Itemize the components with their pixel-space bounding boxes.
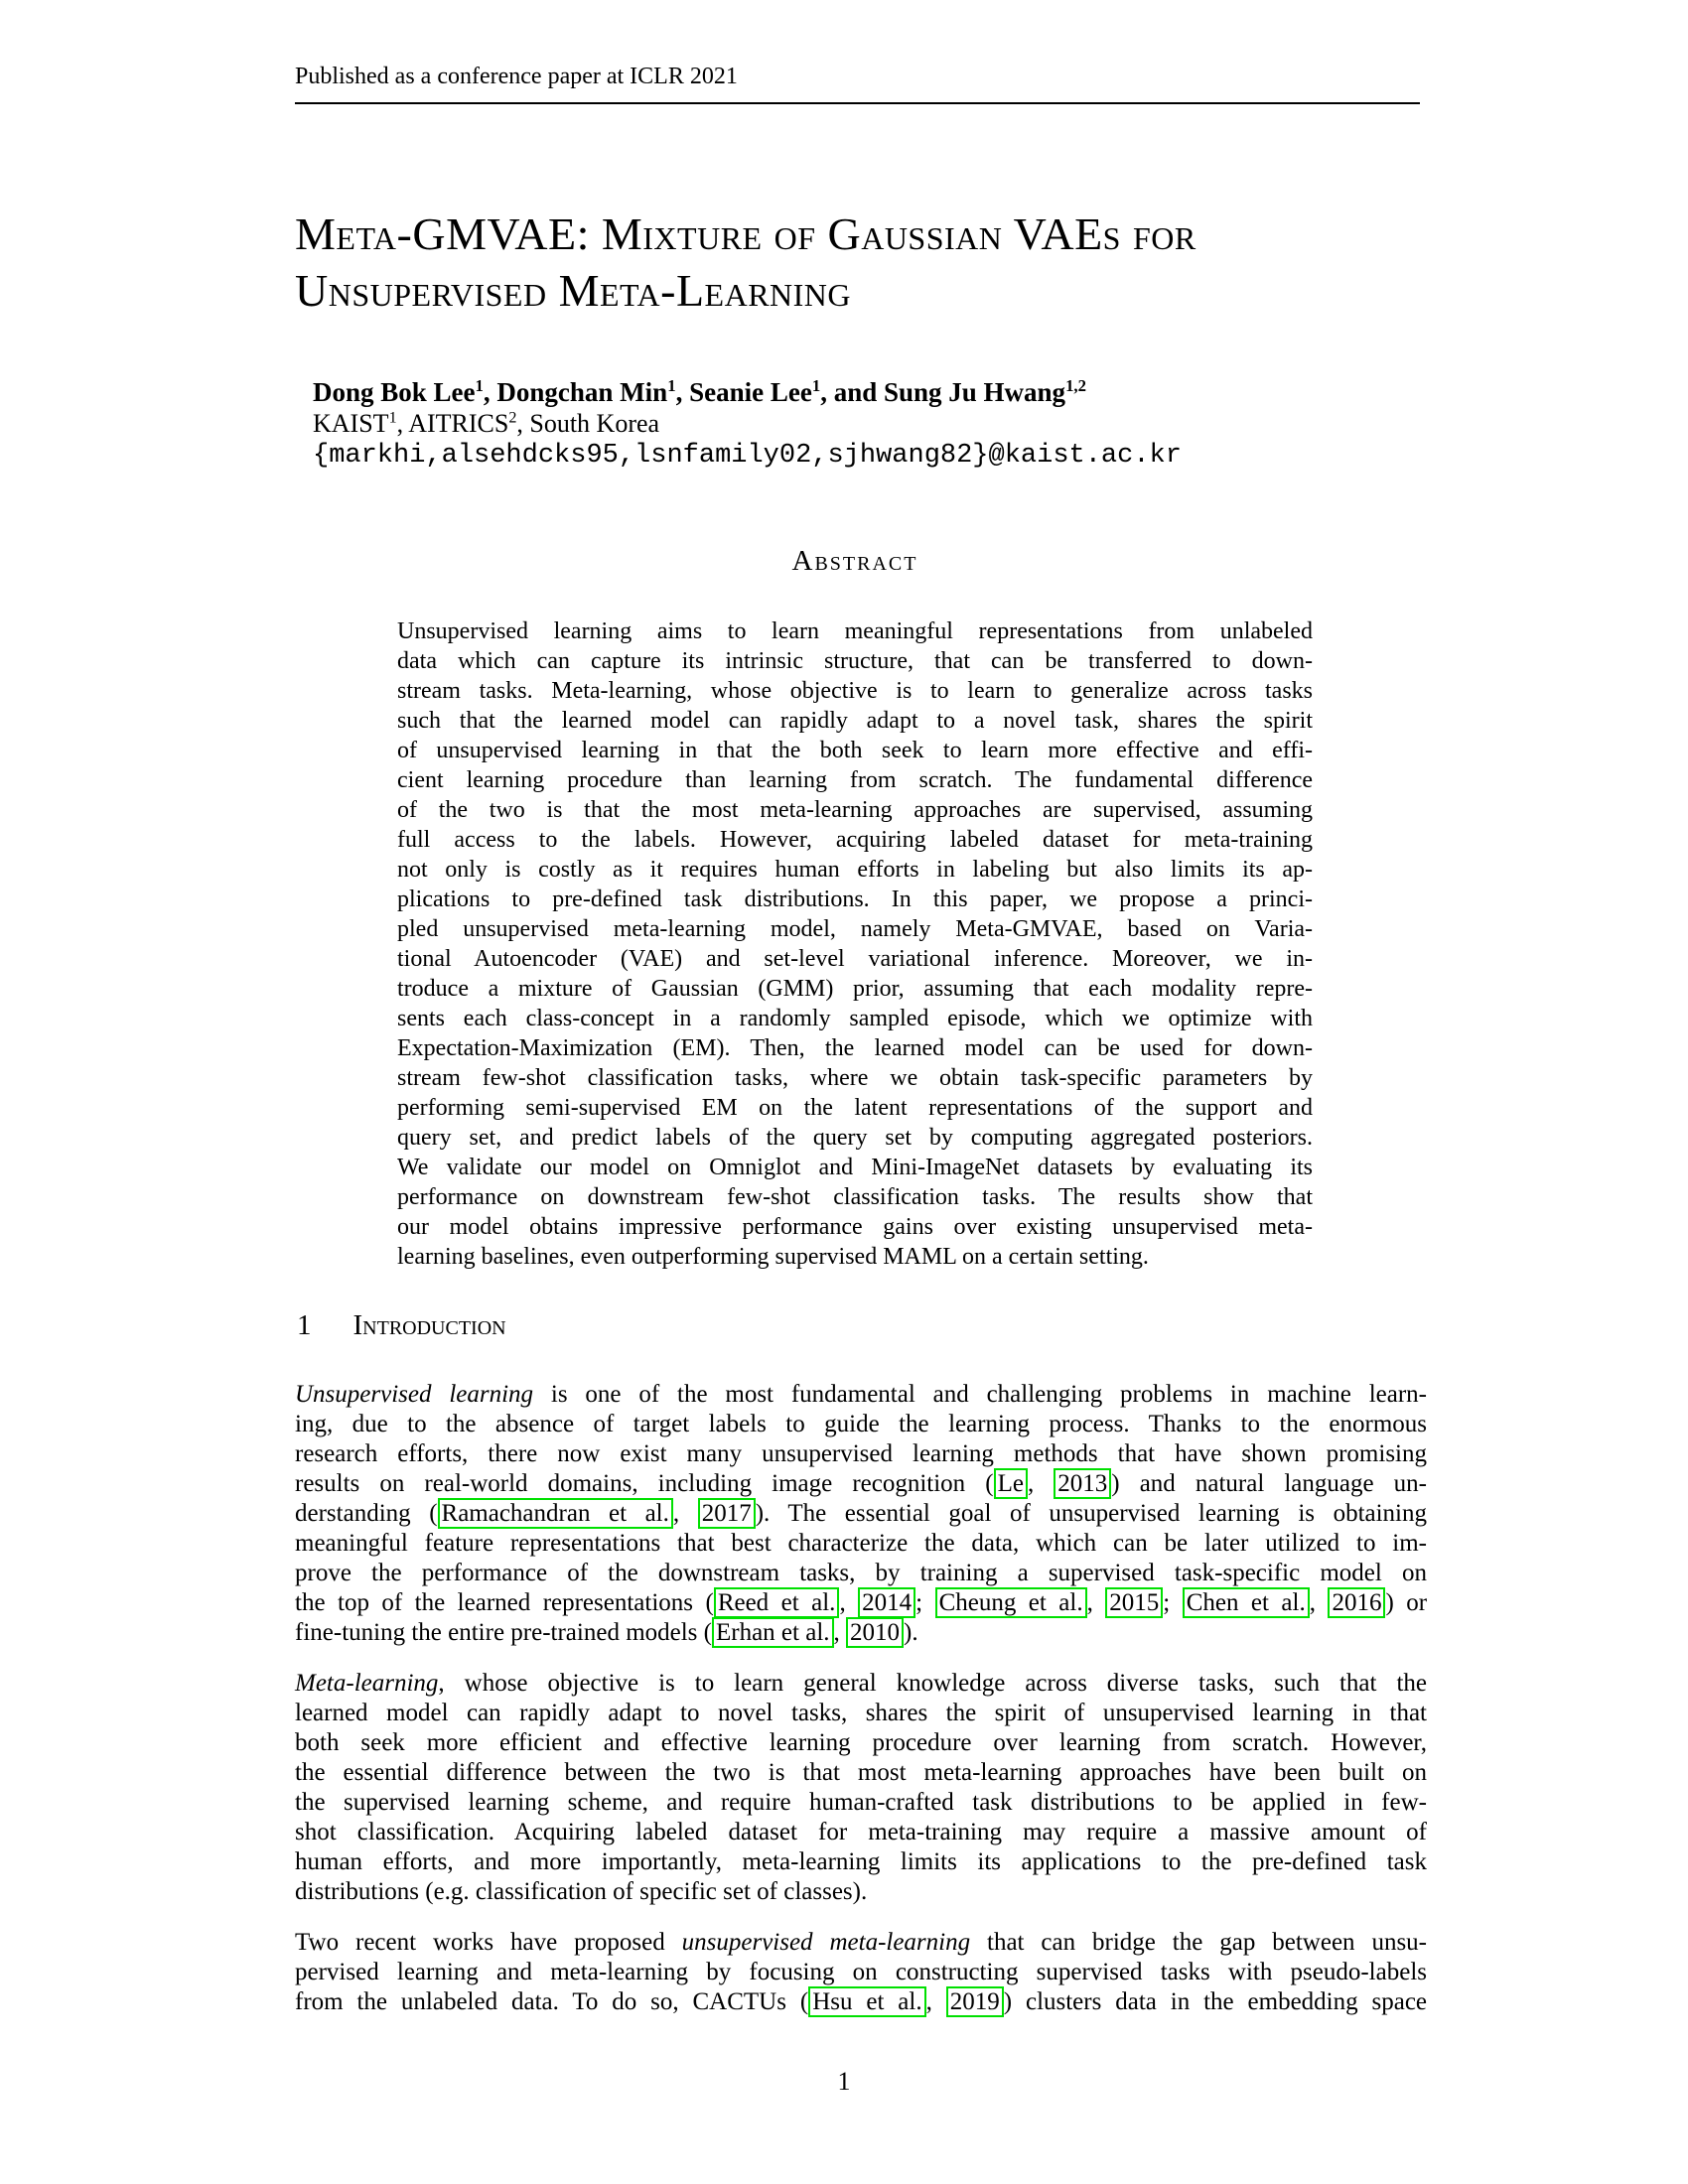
text-line: from the unlabeled data. To do so, CACTUs ( Hsu et al. , 2019 ) clusters data in the embedding space: [295, 1988, 1428, 2015]
section-title: Introduction: [352, 1309, 506, 1341]
citation-link[interactable]: Le: [994, 1468, 1028, 1499]
superscript: 1: [667, 376, 676, 395]
superscript: 1,2: [1065, 376, 1086, 395]
text-line: the top of the learned representations ( Reed et al. , 2014 ; Cheung et al. , 2015 ; Chen et al. , 2016 ) or: [295, 1589, 1428, 1616]
intro-paragraph: [295, 1380, 1427, 1648]
citation-link[interactable]: Reed et al.: [714, 1587, 840, 1618]
abstract-line: learning baselines, even outperforming supervised MAML on a certain setting.: [397, 1244, 1149, 1270]
text-line: the essential difference between the two is that most meta-learning approaches have been built on: [295, 1759, 1427, 1786]
text-line: the supervised learning scheme, and require human-crafted task distributions to be applied in few-: [295, 1789, 1427, 1816]
abstract-line: full access to the labels. However, acquiring labeled dataset for meta-training: [397, 827, 1313, 853]
abstract-line: data which can capture its intrinsic structure, that can be transferred to down-: [397, 648, 1313, 674]
superscript: 1: [811, 376, 821, 395]
citation-link[interactable]: 2016: [1328, 1587, 1385, 1618]
text-line: research efforts, there now exist many unsupervised learning methods that have shown promising: [295, 1440, 1427, 1467]
paper-title: [295, 205, 1437, 319]
abstract-line: our model obtains impressive performance gains over existing unsupervised meta-: [397, 1214, 1313, 1240]
running-header: Published as a conference paper at ICLR 2021: [295, 64, 738, 89]
italic-text: Meta-learning: [295, 1670, 439, 1697]
author-affiliations: KAIST$^1$, AITRICS$^2$, South Korea: [313, 409, 660, 438]
abstract-line: Unsupervised learning aims to learn meaningful representations from unlabeled: [397, 618, 1313, 644]
author-block: [313, 376, 1182, 472]
abstract-line: pled unsupervised meta-learning model, namely Meta-GMVAE, based on Varia-: [397, 916, 1313, 942]
text-line: pervised learning and meta-learning by focusing on constructing supervised tasks with pseudo-labels: [295, 1959, 1427, 1985]
intro-paragraph: [295, 1669, 1427, 1907]
italic-text: unsupervised meta-learning: [681, 1929, 971, 1956]
citation-link[interactable]: Ramachandran et al.: [438, 1498, 673, 1529]
text-line: Unsupervised learning is one of the most fundamental and challenging problems in machine learn-: [295, 1381, 1428, 1408]
abstract-line: stream few-shot classification tasks, where we obtain task-specific parameters by: [397, 1065, 1313, 1091]
abstract-line: plications to pre-defined task distributions. In this paper, we propose a princi-: [397, 887, 1313, 912]
text-line: Two recent works have proposed unsupervised meta-learning that can bridge the gap between unsu-: [295, 1929, 1427, 1956]
citation-link[interactable]: 2010: [846, 1617, 904, 1648]
abstract-line: troduce a mixture of Gaussian (GMM) prior, assuming that each modality repre-: [397, 976, 1313, 1002]
citation-link[interactable]: 2017: [698, 1498, 756, 1529]
introduction-body: [295, 1380, 1427, 2038]
text-line: shot classification. Acquiring labeled dataset for meta-training may require a massive amount of: [295, 1819, 1427, 1845]
header-rule: [295, 102, 1420, 104]
abstract-line: performance on downstream few-shot classification tasks. The results show that: [397, 1184, 1313, 1210]
text-line: human efforts, and more importantly, meta-learning limits its applications to the pre-defined task: [295, 1848, 1427, 1875]
citation-link[interactable]: Erhan et al.: [712, 1617, 834, 1648]
abstract-line: cient learning procedure than learning from scratch. The fundamental difference: [397, 767, 1313, 793]
citation-link[interactable]: Chen et al.: [1183, 1587, 1310, 1618]
superscript: 1: [475, 376, 484, 395]
abstract-line: stream tasks. Meta-learning, whose objective is to learn to generalize across tasks: [397, 678, 1313, 704]
citation-link[interactable]: 2015: [1105, 1587, 1163, 1618]
abstract-line: query set, and predict labels of the query set by computing aggregated posteriors.: [397, 1125, 1313, 1151]
text-line: prove the performance of the downstream tasks, by training a supervised task-specific model on: [295, 1560, 1427, 1586]
abstract-line: of unsupervised learning in that the both seek to learn more effective and effi-: [397, 738, 1313, 763]
abstract-line: performing semi-supervised EM on the latent representations of the support and: [397, 1095, 1313, 1121]
text-line: Meta-learning, whose objective is to learn general knowledge across diverse tasks, such that the: [295, 1670, 1427, 1697]
italic-text: Unsupervised learning: [295, 1381, 534, 1408]
abstract-line: tional Autoencoder (VAE) and set-level variational inference. Moreover, we in-: [397, 946, 1313, 972]
citation-link[interactable]: 2019: [946, 1986, 1004, 2017]
text-line: meaningful feature representations that best characterize the data, which can be later utilized to im-: [295, 1530, 1427, 1557]
intro-paragraph: [295, 1928, 1427, 2017]
abstract-heading: Abstract: [791, 545, 918, 577]
text-line: results on real-world domains, including image recognition ( Le , 2013 ) and natural language un-: [295, 1470, 1427, 1497]
text-line: both seek more efficient and effective learning procedure over learning from scratch. However,: [295, 1729, 1427, 1756]
citation-link[interactable]: Hsu et al.: [808, 1986, 925, 2017]
superscript: 1: [388, 409, 397, 427]
abstract-line: We validate our model on Omniglot and Mini-ImageNet datasets by evaluating its: [397, 1155, 1313, 1180]
citation-link[interactable]: 2014: [858, 1587, 915, 1618]
text-line: ing, due to the absence of target labels to guide the learning process. Thanks to the enormous: [295, 1411, 1427, 1437]
text-line: derstanding ( Ramachandran et al. , 2017 ). The essential goal of unsupervised learning is obtaining: [295, 1500, 1428, 1527]
title-line-2: Unsupervised Meta-Learning: [295, 265, 852, 316]
section-heading-introduction: [297, 1309, 506, 1342]
citation-link[interactable]: 2013: [1054, 1468, 1111, 1499]
section-number: 1: [297, 1309, 312, 1341]
abstract-line: of the two is that the most meta-learning approaches are supervised, assuming: [397, 797, 1313, 823]
abstract-line: such that the learned model can rapidly adapt to a novel task, shares the spirit: [397, 708, 1313, 734]
superscript: 2: [508, 409, 517, 427]
author-names: Dong Bok Lee$^1$, Dongchan Min$^1$, Seanie Lee$^1$, and Sung Ju Hwang$^{1,2}$: [313, 376, 1086, 407]
abstract-line: not only is costly as it requires human efforts in labeling but also limits its ap-: [397, 857, 1313, 883]
abstract-line: sents each class-concept in a randomly sampled episode, which we optimize with: [397, 1006, 1313, 1031]
abstract-line: Expectation-Maximization (EM). Then, the learned model can be used for down-: [397, 1035, 1313, 1061]
page-number: 1: [837, 2067, 851, 2096]
abstract-body: [397, 616, 1313, 1272]
text-line: fine-tuning the entire pre-trained models ( Erhan et al. , 2010 ).: [295, 1619, 918, 1646]
text-line: distributions (e.g. classification of specific set of classes).: [295, 1878, 868, 1905]
author-email: {markhi,alsehdcks95,lsnfamily02,sjhwang82}@kaist.ac.kr: [313, 441, 1182, 471]
text-line: learned model can rapidly adapt to novel tasks, shares the spirit of unsupervised learning in that: [295, 1700, 1427, 1726]
citation-link[interactable]: Cheung et al.: [935, 1587, 1087, 1618]
title-line-1: Meta-GMVAE: Mixture of Gaussian VAEs for: [295, 208, 1196, 259]
